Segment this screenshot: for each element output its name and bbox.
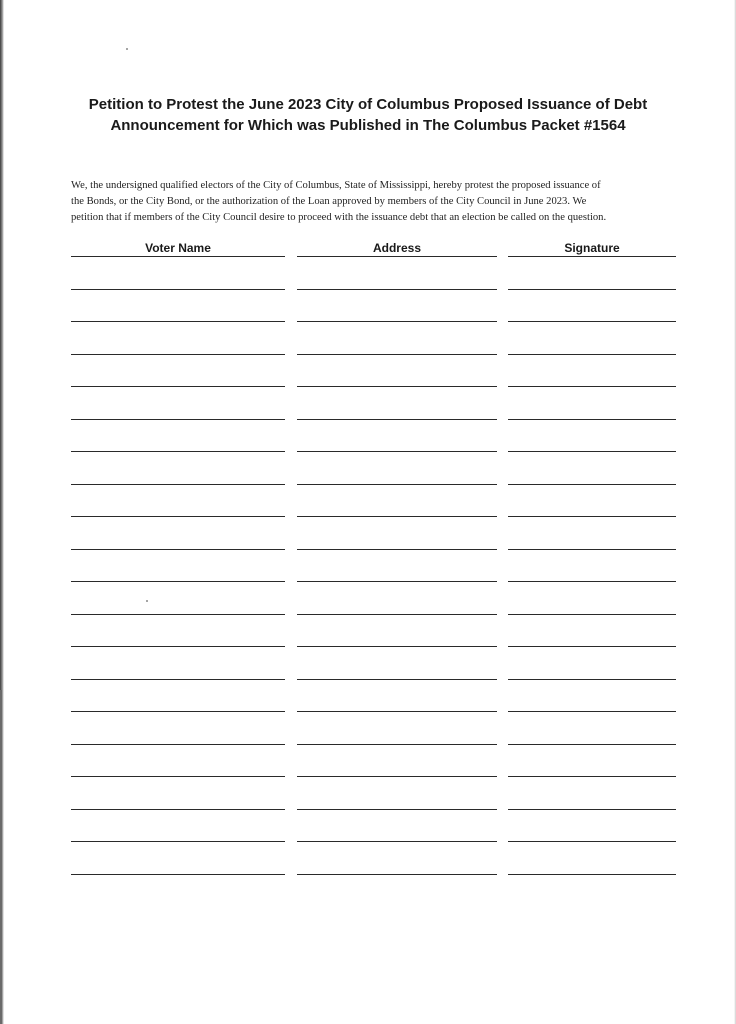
address-line[interactable] — [297, 874, 497, 875]
voter-name-line[interactable] — [71, 549, 285, 550]
scan-left-edge-shadow — [0, 690, 2, 1024]
statement-line-2: the Bonds, or the City Bond, or the authorization of the Loan approved by members of the City Council in June 2023. We — [71, 196, 587, 207]
address-line[interactable] — [297, 386, 497, 387]
voter-name-line[interactable] — [71, 484, 285, 485]
signature-line[interactable] — [508, 386, 676, 387]
voter-name-line[interactable] — [71, 386, 285, 387]
signature-line[interactable] — [508, 776, 676, 777]
voter-name-line[interactable] — [71, 419, 285, 420]
address-line[interactable] — [297, 614, 497, 615]
header-underline-voter-name — [71, 256, 285, 257]
address-line[interactable] — [297, 711, 497, 712]
header-underline-signature — [508, 256, 676, 257]
signature-line[interactable] — [508, 841, 676, 842]
address-line[interactable] — [297, 776, 497, 777]
signature-line[interactable] — [508, 679, 676, 680]
address-line[interactable] — [297, 451, 497, 452]
address-line[interactable] — [297, 419, 497, 420]
signature-line[interactable] — [508, 874, 676, 875]
voter-name-line[interactable] — [71, 451, 285, 452]
signature-line[interactable] — [508, 549, 676, 550]
voter-name-line[interactable] — [71, 516, 285, 517]
signature-line[interactable] — [508, 581, 676, 582]
voter-name-line[interactable] — [71, 354, 285, 355]
address-line[interactable] — [297, 484, 497, 485]
signature-line[interactable] — [508, 744, 676, 745]
address-line[interactable] — [297, 646, 497, 647]
voter-name-line[interactable] — [71, 809, 285, 810]
voter-name-line[interactable] — [71, 874, 285, 875]
voter-name-line[interactable] — [71, 321, 285, 322]
signature-line[interactable] — [508, 451, 676, 452]
statement-line-3: petition that if members of the City Council desire to proceed with the issuance debt that an election be called on the question. — [71, 212, 607, 223]
header-underline-address — [297, 256, 497, 257]
address-line[interactable] — [297, 549, 497, 550]
voter-name-line[interactable] — [71, 614, 285, 615]
voter-name-line[interactable] — [71, 711, 285, 712]
voter-name-line[interactable] — [71, 744, 285, 745]
voter-name-line[interactable] — [71, 776, 285, 777]
title-line-2: Announcement for Which was Published in The Columbus Packet #1564 — [110, 117, 626, 134]
address-line[interactable] — [297, 516, 497, 517]
voter-name-line[interactable] — [71, 289, 285, 290]
petition-statement — [71, 178, 677, 226]
address-line[interactable] — [297, 841, 497, 842]
petition-title — [40, 94, 696, 136]
column-header-voter-name: Voter Name — [145, 241, 211, 255]
address-line[interactable] — [297, 679, 497, 680]
address-line[interactable] — [297, 809, 497, 810]
address-line[interactable] — [297, 581, 497, 582]
signature-line[interactable] — [508, 289, 676, 290]
signature-line[interactable] — [508, 809, 676, 810]
column-header-address: Address — [372, 241, 422, 255]
signature-line[interactable] — [508, 614, 676, 615]
title-line-1: Petition to Protest the June 2023 City of Columbus Proposed Issuance of Debt — [88, 96, 648, 113]
voter-name-line[interactable] — [71, 679, 285, 680]
signature-line[interactable] — [508, 516, 676, 517]
signature-line[interactable] — [508, 646, 676, 647]
scan-speck — [126, 48, 128, 50]
address-line[interactable] — [297, 289, 497, 290]
signature-line[interactable] — [508, 354, 676, 355]
address-line[interactable] — [297, 321, 497, 322]
column-header-signature: Signature — [564, 241, 620, 255]
voter-name-line[interactable] — [71, 646, 285, 647]
voter-name-line[interactable] — [71, 841, 285, 842]
address-line[interactable] — [297, 354, 497, 355]
statement-line-1: We, the undersigned qualified electors of the City of Columbus, State of Mississippi, hereby protest the proposed issuance of — [71, 180, 601, 191]
address-line[interactable] — [297, 744, 497, 745]
signature-line[interactable] — [508, 711, 676, 712]
voter-name-line[interactable] — [71, 581, 285, 582]
signature-line[interactable] — [508, 419, 676, 420]
signature-line[interactable] — [508, 321, 676, 322]
scan-speck — [146, 600, 148, 602]
signature-line[interactable] — [508, 484, 676, 485]
